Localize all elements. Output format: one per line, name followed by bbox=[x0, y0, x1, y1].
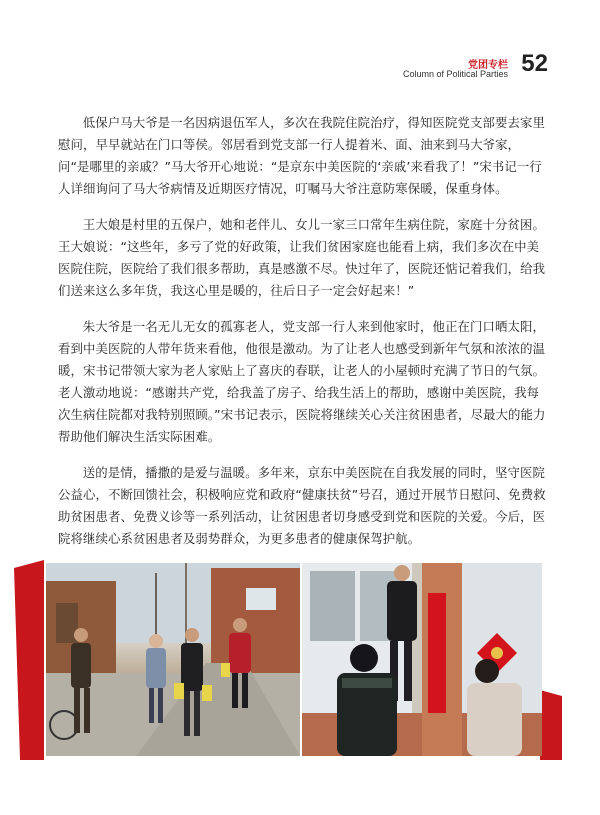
photo-pasting-couplets-image bbox=[302, 563, 542, 756]
column-title-en: Column of Political Parties bbox=[402, 69, 508, 79]
article-body bbox=[58, 112, 550, 564]
page-number: 52 bbox=[521, 50, 548, 77]
paragraph-2: 王大娘是村里的五保户，她和老伴儿、女儿一家三口常年生病住院，家庭十分贫困。王大娘说：“这些年，多亏了党的好政策，让我们贫困家庭也能看上病，我们多次在中美医院住院，医院给了我们很多帮助，真是感激不尽。快过年了，医院还惦记着我们，给我们送来这么多年货，我这心里是暖的，往后日子一定会好起来！” bbox=[58, 217, 546, 298]
red-accent-left bbox=[14, 560, 44, 760]
photo-delegation-walking-image bbox=[46, 563, 300, 756]
photo-pasting-couplets bbox=[302, 563, 542, 756]
column-title-cn: 党团专栏 bbox=[468, 60, 508, 71]
paragraph-4: 送的是情，播撒的是爱与温暖。多年来，京东中美医院在自我发展的同时，坚守医院公益心，不断回馈社会，积极响应党和政府“健康扶贫”号召，通过开展节日慰问、免费救助贫困患者、免费义诊等一系列活动，让贫困患者切身感受到党和医院的关爱。今后，医院将继续心系贫困患者及弱势群众，为更多患者的健康保驾护航。 bbox=[58, 465, 546, 546]
paragraph-3: 朱大爷是一名无儿无女的孤寡老人，党支部一行人来到他家时，他正在门口晒太阳，看到中美医院的人带年货来看他，他很是激动。为了让老人也感受到新年气氛和浓浓的温暖，宋书记带领大家为老人家贴上了喜庆的春联，让老人的小屋顿时充满了节日的气氛。老人激动地说：“感谢共产党，给我盖了房子、给我生活上的帮助，感谢中美医院，我每次生病住院都对我特别照顾。”宋书记表示，医院将继续关心关注贫困患者，尽最大的能力帮助他们解决生活实际困难。 bbox=[58, 319, 546, 444]
red-accent-right bbox=[540, 690, 562, 760]
photo-delegation-walking bbox=[46, 563, 300, 756]
paragraph-1: 低保户马大爷是一名因病退伍军人，多次在我院住院治疗，得知医院党支部要去家里慰问，早早就站在门口等侯。邻居看到党支部一行人提着米、面、油来到马大爷家，问“是哪里的亲戚？”马大爷开心地说：“是京东中美医院的‘亲戚’来看我了！”宋书记一行人详细询问了马大爷病情及近期医疗情况，叮嘱马大爷注意防寒保暖，保重身体。 bbox=[58, 115, 545, 196]
